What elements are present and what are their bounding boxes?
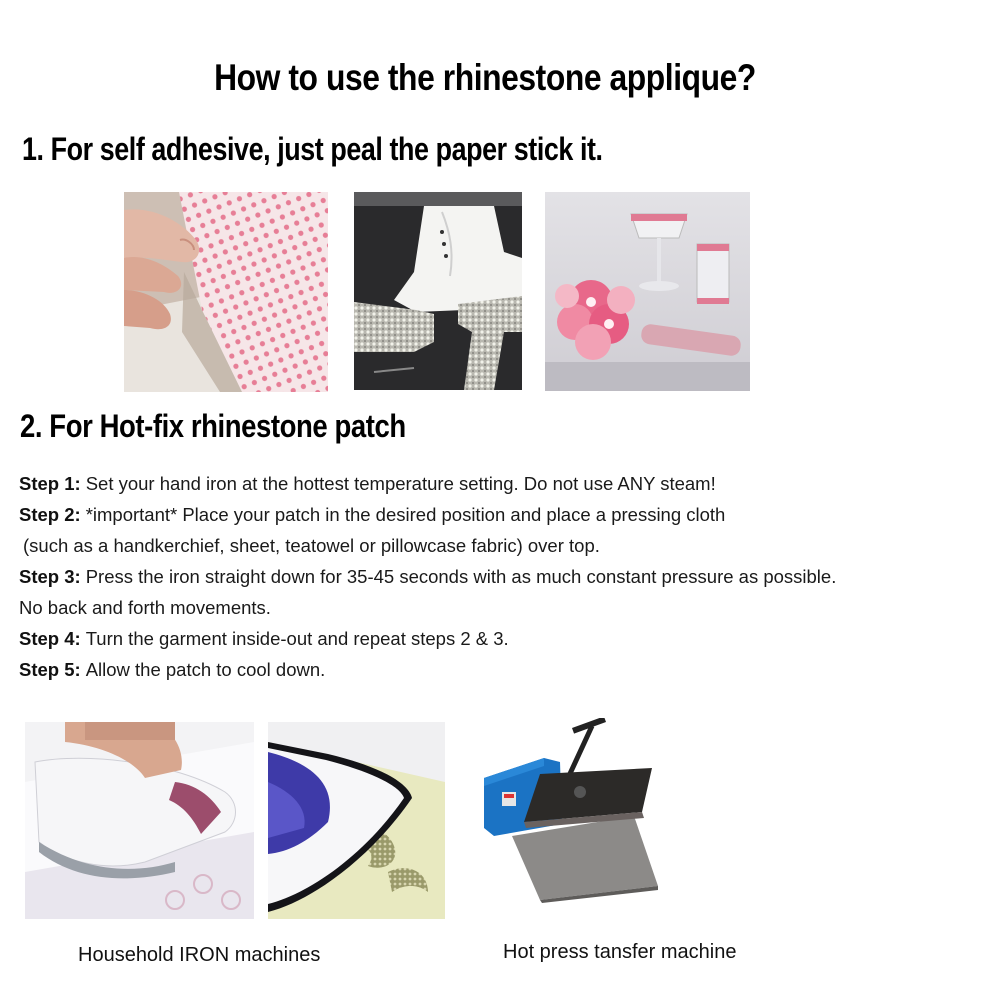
bouquet-glassware-photo — [545, 192, 750, 391]
step-text: Turn the garment inside-out and repeat steps 2 & 3. — [85, 628, 509, 649]
hot-fix-steps — [19, 468, 979, 685]
step-text: Press the iron straight down for 35-45 seconds with as much constant pressure as possible. — [85, 566, 837, 587]
peeling-paper-photo — [124, 192, 328, 392]
step-4 — [19, 623, 979, 654]
step-label: Step 3: — [19, 566, 81, 587]
rhinestone-boots-photo — [354, 192, 522, 390]
step-label: Step 4: — [19, 628, 81, 649]
step-label: Step 5: — [19, 659, 81, 680]
household-iron-caption: Household IRON machines — [78, 944, 321, 966]
step-3 — [19, 561, 979, 592]
section-hot-fix-heading: 2. For Hot-fix rhinestone patch — [20, 408, 406, 444]
step-1 — [19, 468, 979, 499]
step-label: Step 1: — [19, 473, 81, 494]
step-2 — [19, 499, 979, 530]
page-title: How to use the rhinestone applique? — [214, 57, 756, 98]
step-5 — [19, 654, 979, 685]
section-self-adhesive-heading: 1. For self adhesive, just peal the paper stick it. — [22, 131, 603, 167]
household-iron-photo — [25, 722, 254, 919]
step-label: Step 2: — [19, 504, 81, 525]
step-text: *important* Place your patch in the desired position and place a pressing cloth — [85, 504, 726, 525]
hot-press-machine-photo — [484, 718, 658, 903]
step-text: Allow the patch to cool down. — [85, 659, 326, 680]
step-2-continued: (such as a handkerchief, sheet, teatowel or pillowcase fabric) over top. — [23, 535, 600, 556]
step-text: Set your hand iron at the hottest temperature setting. Do not use ANY steam! — [85, 473, 716, 494]
step-3-continued: No back and forth movements. — [19, 597, 271, 618]
iron-on-patch-photo — [268, 722, 445, 919]
hot-press-caption: Hot press tansfer machine — [503, 941, 737, 963]
